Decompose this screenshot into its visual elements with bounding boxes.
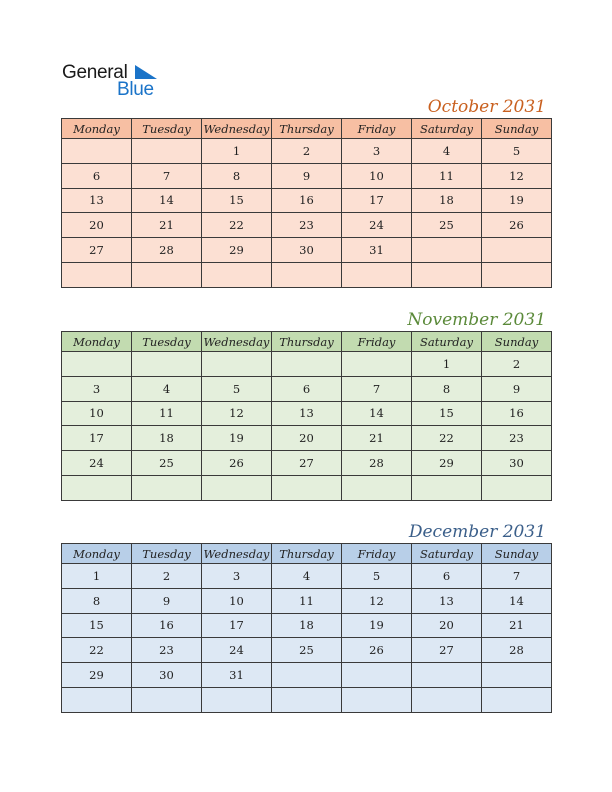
- weekday-header-saturday: Saturday: [412, 119, 482, 139]
- logo-triangle-icon: [135, 65, 157, 79]
- day-cell: 23: [482, 426, 552, 451]
- day-cell: [272, 687, 342, 712]
- day-cell: [132, 262, 202, 287]
- day-cell: 8: [62, 588, 132, 613]
- weekday-header-thursday: Thursday: [272, 332, 342, 352]
- day-cell: 8: [202, 163, 272, 188]
- day-cell: 30: [272, 238, 342, 263]
- day-cell: 18: [132, 426, 202, 451]
- weekday-header-tuesday: Tuesday: [132, 332, 202, 352]
- day-cell: [62, 139, 132, 164]
- day-cell: 27: [272, 451, 342, 476]
- calendar-body: [62, 564, 552, 713]
- weekday-header-thursday: Thursday: [272, 544, 342, 564]
- weekday-header-row: [62, 544, 552, 564]
- day-cell: 29: [202, 238, 272, 263]
- day-cell: [482, 262, 552, 287]
- week-row: [62, 376, 552, 401]
- day-cell: 6: [412, 564, 482, 589]
- day-cell: 13: [272, 401, 342, 426]
- day-cell: 7: [482, 564, 552, 589]
- day-cell: 30: [132, 663, 202, 688]
- day-cell: [482, 238, 552, 263]
- day-cell: 17: [342, 188, 412, 213]
- day-cell: 4: [272, 564, 342, 589]
- day-cell: 20: [62, 213, 132, 238]
- day-cell: 14: [342, 401, 412, 426]
- day-cell: 15: [202, 188, 272, 213]
- day-cell: 4: [412, 139, 482, 164]
- day-cell: 19: [482, 188, 552, 213]
- week-row: [62, 401, 552, 426]
- day-cell: [272, 475, 342, 500]
- calendar-table-december: [61, 543, 552, 713]
- day-cell: 11: [132, 401, 202, 426]
- day-cell: [482, 475, 552, 500]
- day-cell: 17: [202, 613, 272, 638]
- day-cell: 20: [272, 426, 342, 451]
- day-cell: 25: [412, 213, 482, 238]
- weekday-header-thursday: Thursday: [272, 119, 342, 139]
- weekday-header-monday: Monday: [62, 544, 132, 564]
- day-cell: 18: [272, 613, 342, 638]
- day-cell: [342, 262, 412, 287]
- day-cell: 31: [342, 238, 412, 263]
- calendar-november: [61, 309, 552, 501]
- day-cell: 23: [272, 213, 342, 238]
- day-cell: [202, 687, 272, 712]
- day-cell: 16: [132, 613, 202, 638]
- calendar-october: [61, 96, 552, 288]
- day-cell: 28: [482, 638, 552, 663]
- week-row: [62, 451, 552, 476]
- day-cell: 14: [482, 588, 552, 613]
- day-cell: 7: [342, 376, 412, 401]
- day-cell: 25: [132, 451, 202, 476]
- day-cell: 12: [482, 163, 552, 188]
- logo-text-blue: Blue: [117, 79, 154, 100]
- day-cell: 26: [342, 638, 412, 663]
- day-cell: 31: [202, 663, 272, 688]
- day-cell: 14: [132, 188, 202, 213]
- day-cell: 13: [62, 188, 132, 213]
- day-cell: [342, 352, 412, 377]
- weekday-header-saturday: Saturday: [412, 332, 482, 352]
- logo-text-general: General: [62, 62, 128, 83]
- calendar-table-october: [61, 118, 552, 288]
- day-cell: 19: [202, 426, 272, 451]
- weekday-header-friday: Friday: [342, 332, 412, 352]
- weekday-header-tuesday: Tuesday: [132, 119, 202, 139]
- day-cell: 10: [202, 588, 272, 613]
- day-cell: 10: [342, 163, 412, 188]
- weekday-header-saturday: Saturday: [412, 544, 482, 564]
- day-cell: 9: [132, 588, 202, 613]
- day-cell: [62, 687, 132, 712]
- day-cell: [62, 352, 132, 377]
- day-cell: [62, 262, 132, 287]
- day-cell: 27: [412, 638, 482, 663]
- day-cell: 2: [272, 139, 342, 164]
- day-cell: 7: [132, 163, 202, 188]
- day-cell: [132, 352, 202, 377]
- day-cell: 25: [272, 638, 342, 663]
- day-cell: 2: [482, 352, 552, 377]
- weekday-header-sunday: Sunday: [482, 119, 552, 139]
- week-row: [62, 564, 552, 589]
- weekday-header-tuesday: Tuesday: [132, 544, 202, 564]
- day-cell: 9: [482, 376, 552, 401]
- weekday-header-friday: Friday: [342, 544, 412, 564]
- weekday-header-row: [62, 119, 552, 139]
- day-cell: 16: [272, 188, 342, 213]
- day-cell: 28: [342, 451, 412, 476]
- day-cell: 26: [202, 451, 272, 476]
- day-cell: 27: [62, 238, 132, 263]
- day-cell: 3: [202, 564, 272, 589]
- week-row: [62, 475, 552, 500]
- day-cell: 5: [342, 564, 412, 589]
- weekday-header-monday: Monday: [62, 332, 132, 352]
- calendar-body: [62, 139, 552, 288]
- weekday-header-sunday: Sunday: [482, 332, 552, 352]
- day-cell: 24: [62, 451, 132, 476]
- day-cell: [132, 687, 202, 712]
- day-cell: 3: [342, 139, 412, 164]
- day-cell: [202, 475, 272, 500]
- day-cell: 11: [412, 163, 482, 188]
- week-row: [62, 588, 552, 613]
- day-cell: 5: [482, 139, 552, 164]
- day-cell: [132, 475, 202, 500]
- day-cell: 1: [202, 139, 272, 164]
- day-cell: 11: [272, 588, 342, 613]
- calendar-body: [62, 352, 552, 501]
- day-cell: 3: [62, 376, 132, 401]
- day-cell: 19: [342, 613, 412, 638]
- week-row: [62, 238, 552, 263]
- day-cell: [132, 139, 202, 164]
- weekday-header-friday: Friday: [342, 119, 412, 139]
- day-cell: 15: [412, 401, 482, 426]
- week-row: [62, 663, 552, 688]
- day-cell: [482, 663, 552, 688]
- week-row: [62, 638, 552, 663]
- day-cell: [272, 663, 342, 688]
- day-cell: 28: [132, 238, 202, 263]
- day-cell: 22: [412, 426, 482, 451]
- day-cell: 26: [482, 213, 552, 238]
- day-cell: 12: [342, 588, 412, 613]
- month-title-november: November 2031: [407, 310, 546, 330]
- day-cell: 23: [132, 638, 202, 663]
- day-cell: [342, 475, 412, 500]
- day-cell: 22: [62, 638, 132, 663]
- day-cell: 2: [132, 564, 202, 589]
- calendar-december: [61, 521, 552, 713]
- day-cell: [202, 352, 272, 377]
- week-row: [62, 426, 552, 451]
- day-cell: 9: [272, 163, 342, 188]
- day-cell: 29: [412, 451, 482, 476]
- day-cell: [412, 238, 482, 263]
- day-cell: [412, 663, 482, 688]
- week-row: [62, 188, 552, 213]
- day-cell: 15: [62, 613, 132, 638]
- day-cell: 17: [62, 426, 132, 451]
- week-row: [62, 613, 552, 638]
- day-cell: [62, 475, 132, 500]
- day-cell: 6: [62, 163, 132, 188]
- week-row: [62, 687, 552, 712]
- week-row: [62, 352, 552, 377]
- day-cell: [482, 687, 552, 712]
- day-cell: [412, 262, 482, 287]
- week-row: [62, 163, 552, 188]
- day-cell: 16: [482, 401, 552, 426]
- day-cell: 21: [342, 426, 412, 451]
- day-cell: 22: [202, 213, 272, 238]
- day-cell: [412, 475, 482, 500]
- day-cell: 24: [202, 638, 272, 663]
- week-row: [62, 262, 552, 287]
- weekday-header-wednesday: Wednesday: [202, 119, 272, 139]
- weekday-header-row: [62, 332, 552, 352]
- day-cell: 20: [412, 613, 482, 638]
- day-cell: 29: [62, 663, 132, 688]
- weekday-header-sunday: Sunday: [482, 544, 552, 564]
- day-cell: 1: [62, 564, 132, 589]
- weekday-header-wednesday: Wednesday: [202, 544, 272, 564]
- weekday-header-wednesday: Wednesday: [202, 332, 272, 352]
- week-row: [62, 139, 552, 164]
- day-cell: 12: [202, 401, 272, 426]
- day-cell: [342, 663, 412, 688]
- day-cell: 4: [132, 376, 202, 401]
- day-cell: [342, 687, 412, 712]
- day-cell: [272, 262, 342, 287]
- day-cell: 13: [412, 588, 482, 613]
- month-title-december: December 2031: [408, 522, 546, 542]
- calendar-table-november: [61, 331, 552, 501]
- day-cell: [412, 687, 482, 712]
- day-cell: 30: [482, 451, 552, 476]
- day-cell: [202, 262, 272, 287]
- day-cell: 21: [132, 213, 202, 238]
- day-cell: 21: [482, 613, 552, 638]
- day-cell: [272, 352, 342, 377]
- week-row: [62, 213, 552, 238]
- day-cell: 6: [272, 376, 342, 401]
- day-cell: 10: [62, 401, 132, 426]
- generalblue-logo: [62, 62, 162, 100]
- month-title-october: October 2031: [427, 97, 546, 117]
- day-cell: 18: [412, 188, 482, 213]
- day-cell: 5: [202, 376, 272, 401]
- day-cell: 1: [412, 352, 482, 377]
- day-cell: 24: [342, 213, 412, 238]
- weekday-header-monday: Monday: [62, 119, 132, 139]
- day-cell: 8: [412, 376, 482, 401]
